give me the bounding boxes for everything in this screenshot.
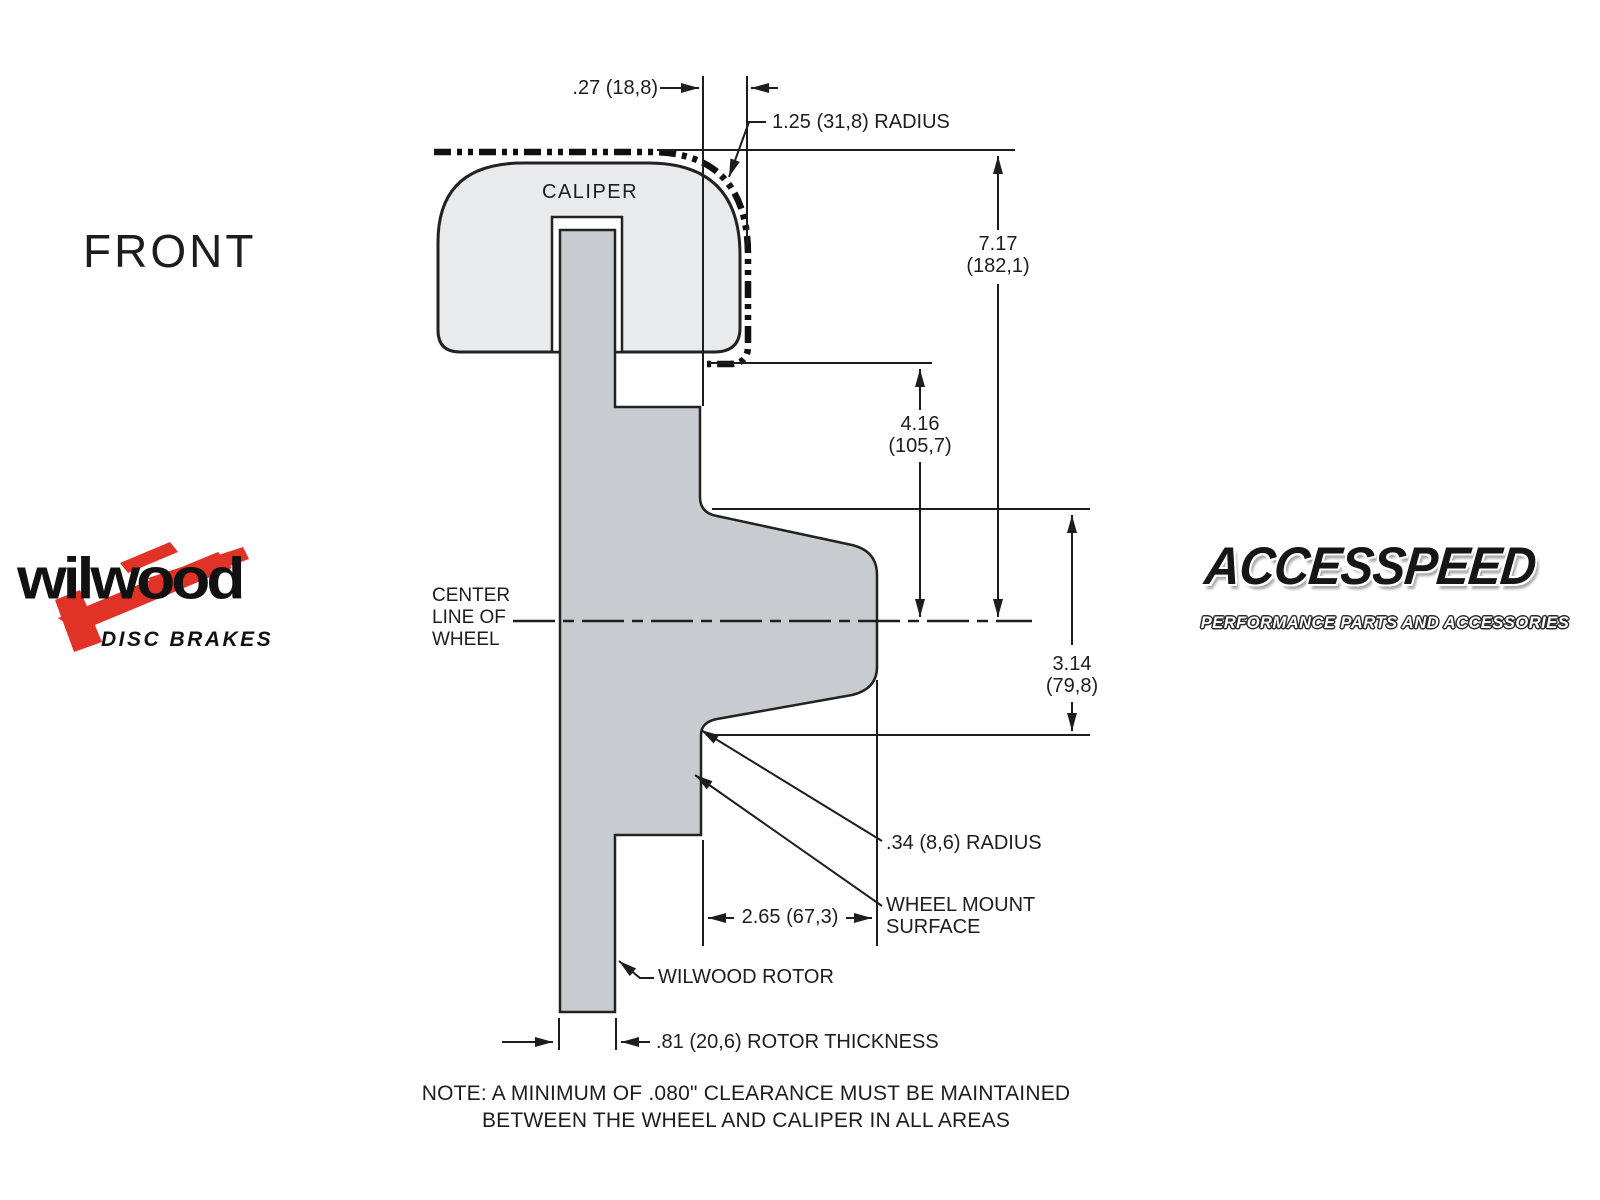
centerline-label-l3: WHEEL xyxy=(432,629,500,650)
leader-radius-small xyxy=(701,730,882,841)
dim-caliper-offset-text: .27 (18,8) xyxy=(572,77,658,99)
accesspeed-logo xyxy=(1200,536,1570,646)
leader-wheel-mount xyxy=(695,775,882,906)
dim-mid-height-in: 4.16 xyxy=(900,413,940,435)
centerline-label-l1: CENTER xyxy=(432,585,511,606)
dim-overall-height-mm: (182,1) xyxy=(966,255,1030,277)
wheel-mount-label-l1: WHEEL MOUNT xyxy=(886,894,1036,916)
dim-radius-large-text: 1.25 (31,8) RADIUS xyxy=(772,111,950,133)
caliper-label: CALIPER xyxy=(542,181,639,203)
dim-overall-height xyxy=(938,233,1058,277)
dim-rotor-thickness-text: .81 (20,6) ROTOR THICKNESS xyxy=(656,1031,939,1053)
dim-overall-height-in: 7.17 xyxy=(978,233,1018,255)
wheel-mount-label-l2: SURFACE xyxy=(886,916,981,938)
note-line2: BETWEEN THE WHEEL AND CALIPER IN ALL AREAS xyxy=(481,1109,1011,1132)
accesspeed-logo-tagline: PERFORMANCE PARTS AND ACCESSORIES xyxy=(1200,614,1570,632)
dim-lower-height-in: 3.14 xyxy=(1052,653,1092,675)
accesspeed-logo-name: ACCESSPEED xyxy=(1202,537,1539,596)
front-label: FRONT xyxy=(83,225,257,277)
dim-radius-small-text: .34 (8,6) RADIUS xyxy=(886,832,1042,854)
dim-lower-height-mm: (79,8) xyxy=(1045,675,1099,697)
dim-hat-depth-text: 2.65 (67,3) xyxy=(741,906,839,928)
rotor-label: WILWOOD ROTOR xyxy=(658,966,834,988)
centerline-label-l2: LINE OF xyxy=(432,607,506,628)
centerline-label xyxy=(432,585,510,651)
wilwood-logo xyxy=(15,538,330,658)
dim-mid-height xyxy=(860,413,980,457)
dim-mid-height-mm: (105,7) xyxy=(888,435,952,457)
wilwood-logo-tagline: DISC BRAKES xyxy=(101,628,274,651)
note-line1: NOTE: A MINIMUM OF .080" CLEARANCE MUST BE MAINTAINED xyxy=(421,1082,1071,1105)
leader-rotor xyxy=(619,961,654,978)
wilwood-logo-name: wilwood xyxy=(17,544,242,612)
wheel-mount-label xyxy=(886,894,1035,938)
dim-lower-height xyxy=(1012,653,1132,697)
